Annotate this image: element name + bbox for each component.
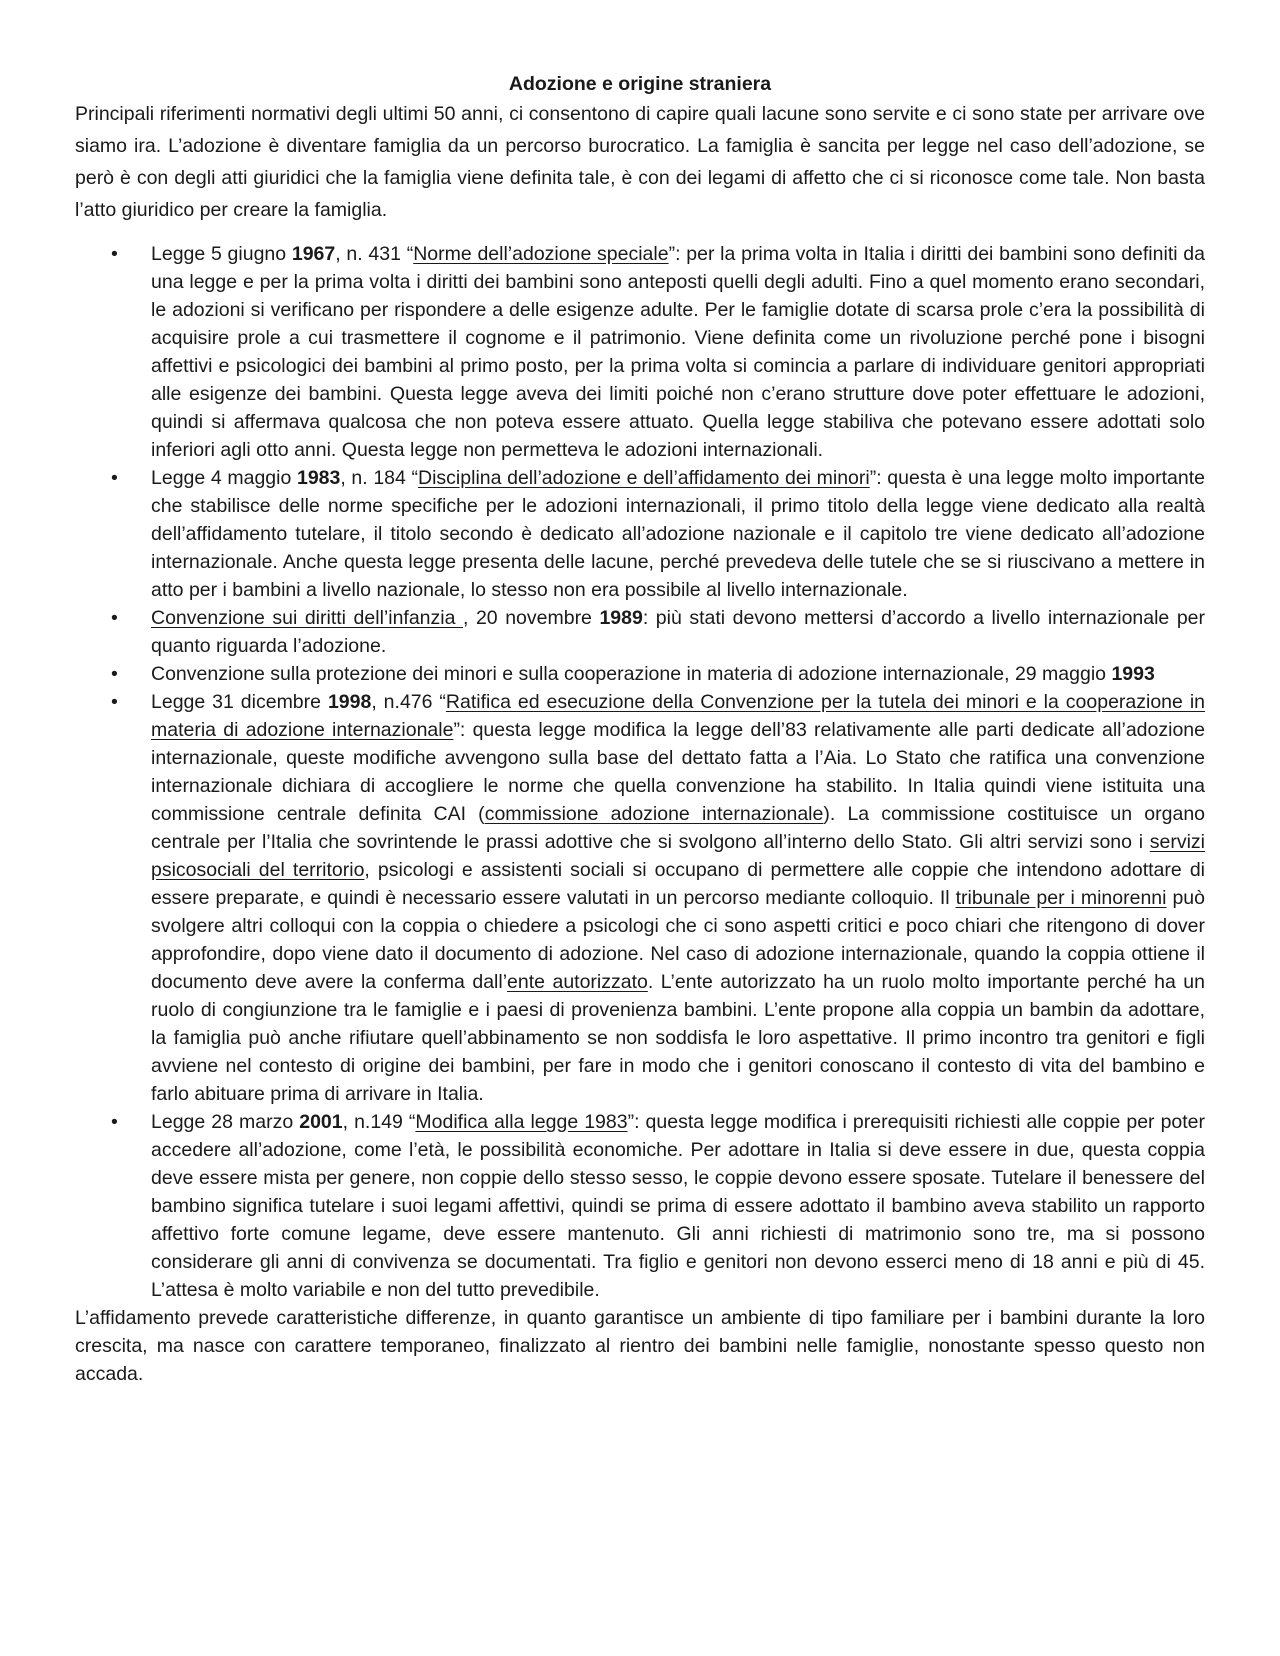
list-item-2001: • Legge 28 marzo 2001, n.149 “Modifica alla legge 1983”: questa legge modifica i prerequisiti richiesti alle coppie per poter accedere all’adozione, come l’età, le possibilità economiche. Per adottare in Italia si deve essere in due, questa coppia deve essere mista per genere, non coppie dello stesso sesso, le coppie devono essere sposate. Tutelare il benessere del bambino significa tutelare i suoi legami affettivi, quindi se prima di essere adottato il bambino aveva stabilito un rapporto affettivo forte comune legame, deve essere mantenuto. Gli anni richiesti di matrimonio sono tre, ma si possono considerare gli anni di convivenza se documentati. Tra figlio e genitori non devono esserci meno di 18 anni e più di 45. L’attesa è molto variabile e non del tutto prevedibile.	[75, 1108, 1205, 1304]
list-item-1989: • Convenzione sui diritti dell’infanzia , 20 novembre 1989: più stati devono mettersi d’accordo a livello internazionale per quanto riguarda l’adozione.	[75, 604, 1205, 660]
cai-term: commissione adozione internazionale	[484, 803, 824, 825]
law-title-2001: Modifica alla legge 1983	[415, 1111, 628, 1133]
year-1983: 1983	[296, 467, 341, 489]
services-term: servizi psicosociali del territorio	[151, 831, 1205, 881]
law-list	[75, 240, 1205, 1304]
law-title-1967: Norme dell’adozione speciale	[413, 243, 669, 265]
list-item-1993: • Convenzione sulla protezione dei minori e sulla cooperazione in materia di adozione internazionale, 29 maggio 1993	[75, 660, 1205, 688]
document-page	[75, 70, 1205, 1388]
year-2001: 2001	[299, 1111, 343, 1133]
year-1998: 1998	[327, 691, 372, 713]
intro-paragraph: Principali riferimenti normativi degli ultimi 50 anni, ci consentono di capire quali lacune sono servite e ci sono state per arrivare ove siamo ira. L’adozione è diventare famiglia da un percorso burocratico. La famiglia è sancita per legge nel caso dell’adozione, se però è con degli atti giuridici che la famiglia viene definita tale, è con dei legami di affetto che ci si riconosce come tale. Non basta l’atto giuridico per creare la famiglia.	[75, 103, 1205, 221]
convention-title-1989: Convenzione sui diritti dell’infanzia	[151, 607, 463, 629]
bullet-icon: •	[111, 691, 118, 713]
bullet-icon: •	[111, 467, 118, 489]
bullet-icon: •	[111, 663, 118, 685]
tribunal-term: tribunale per i minorenni	[955, 887, 1167, 909]
list-item-1998: • Legge 31 dicembre 1998, n.476 “Ratifica ed esecuzione della Convenzione per la tutela dei minori e la cooperazione in materia di adozione internazionale”: questa legge modifica la legge dell’83 relativamente alle parti dedicate all’adozione internazionale, queste modifiche avvengono sulla base del dettato fatta a l’Aia. Lo Stato che ratifica una convenzione internazionale dichiara di accogliere le norme che quella convenzione ha stabilito. In Italia quindi viene istituita una commissione centrale definita CAI (commissione adozione internazionale). La commissione costituisce un organo centrale per l’Italia che sovrintende le prassi adottive che si svolgono all’interno dello Stato. Gli altri servizi sono i servizi psicosociali del territorio, psicologi e assistenti sociali si occupano di permettere alle coppie che intendono adottare di essere preparate, e quindi è necessario essere valutati in un percorso mediante colloquio. Il tribunale per i minorenni può svolgere altri colloqui con la coppia o chiedere a psicologi che ci sono aspetti critici e poco chiari che ritengono di dover approfondire, dopo viene dato il documento di adozione. Nel caso di adozione internazionale, quando la coppia ottiene il documento deve avere la conferma dall’ente autorizzato. L’ente autorizzato ha un ruolo molto importante perché ha un ruolo di congiunzione tra le famiglie e i paesi di provenienza bambini. L’ente propone alla coppia un bambin da adottare, la famiglia può anche rifiutare quell’abbinamento se non soddisfa le loro aspettative. Il primo incontro tra genitori e figli avviene nel contesto di origine dei bambini, per fare in modo che i genitori conoscano il contesto di vita del bambino e farlo abituare prima di arrivare in Italia.	[75, 688, 1205, 1108]
bullet-icon: •	[111, 243, 118, 265]
list-item-1983: • Legge 4 maggio 1983, n. 184 “Disciplina dell’adozione e dell’affidamento dei minori”: questa è una legge molto importante che stabilisce delle norme specifiche per le adozioni internazionali, il primo titolo della legge viene dedicato alla realtà dell’affidamento tutelare, il titolo secondo è dedicato all’adozione nazionale e il capitolo tre viene dedicato all’adozione internazionale. Anche questa legge presenta delle lacune, perché prevedeva delle tutele che se si riuscivano a mettere in atto per i bambini a livello nazionale, lo stesso non era possibile al livello internazionale.	[75, 464, 1205, 604]
closing-paragraph: L’affidamento prevede caratteristiche differenze, in quanto garantisce un ambiente di tipo familiare per i bambini durante la loro crescita, ma nasce con carattere temporaneo, finalizzato al rientro dei bambini nelle famiglie, nonostante spesso questo non accada.	[75, 1307, 1205, 1385]
ente-term: ente autorizzato	[507, 971, 648, 993]
bullet-icon: •	[111, 1111, 118, 1133]
list-item-1967: • Legge 5 giugno 1967, n. 431 “Norme dell’adozione speciale”: per la prima volta in Italia i diritti dei bambini sono definiti da una legge e per la prima volta i diritti dei bambini sono anteposti quelli degli adulti. Fino a quel momento erano secondari, le adozioni si verificano per rispondere a delle esigenze adulte. Per le famiglie dotate di scarsa prole c’era la possibilità di acquisire prole a cui trasmettere il cognome e il patrimonio. Viene definita come un rivoluzione perché pone i bisogni affettivi e psicologici dei bambini al primo posto, per la prima volta si comincia a parlare di individuare genitori appropriati alle esigenze dei bambini. Questa legge aveva dei limiti poiché non c’erano strutture dove poter effettuare le adozioni, quindi si affermava qualcosa che non poteva essere attuato. Quella legge stabiliva che potevano essere adottati solo inferiori agli otto anni. Questa legge non permetteva le adozioni internazionali.	[75, 240, 1205, 464]
year-1989: 1989	[599, 607, 643, 629]
bullet-icon: •	[111, 607, 118, 629]
document-title: Adozione e origine straniera	[508, 73, 772, 95]
law-title-1998: Ratifica ed esecuzione della Convenzione per la tutela dei minori e la cooperazione in materia di adozione internazionale	[151, 691, 1205, 741]
year-1993: 1993	[1111, 663, 1155, 685]
year-1967: 1967	[291, 243, 336, 265]
law-title-1983: Disciplina dell’adozione e dell’affidamento dei minori	[418, 467, 870, 489]
